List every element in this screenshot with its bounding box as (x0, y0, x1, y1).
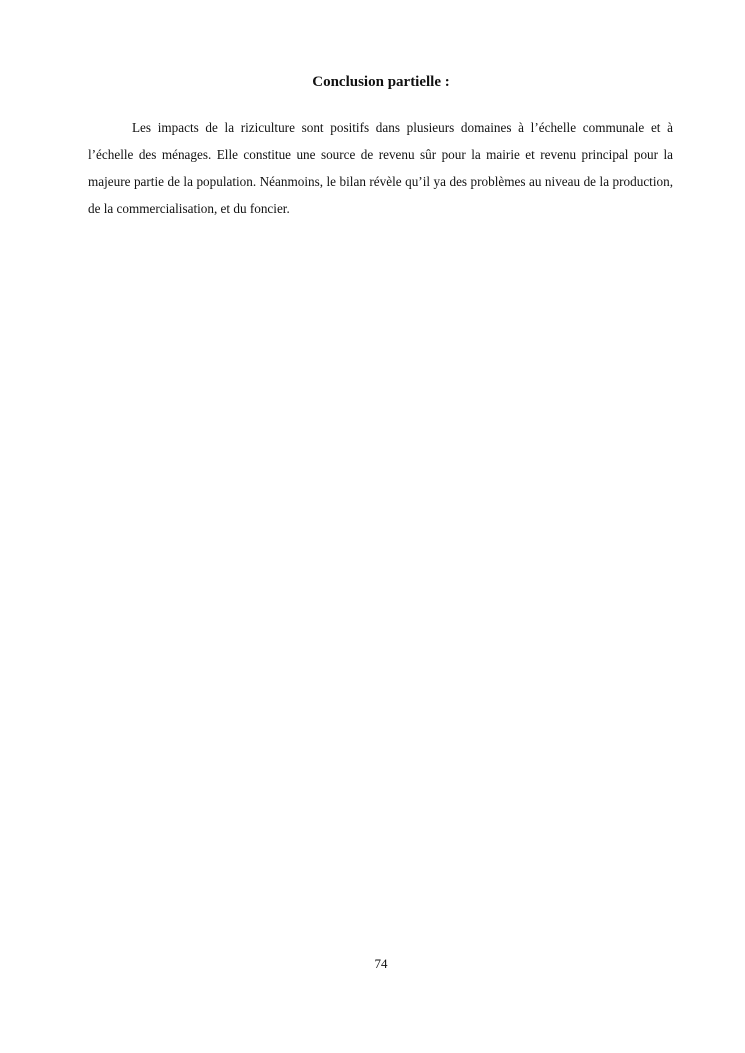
body-paragraph: Les impacts de la riziculture sont positifs dans plusieurs domaines à l’échelle communale et à l’échelle des ménages. Elle constitue une source de revenu sûr pour la mairie et revenu principal pour la majeure partie de la population. Néanmoins, le bilan révèle qu’il ya des problèmes au niveau de la production, de la commercialisation, et du foncier. (88, 120, 673, 216)
page-number: 74 (374, 956, 388, 971)
section-heading: Conclusion partielle : (312, 74, 450, 90)
